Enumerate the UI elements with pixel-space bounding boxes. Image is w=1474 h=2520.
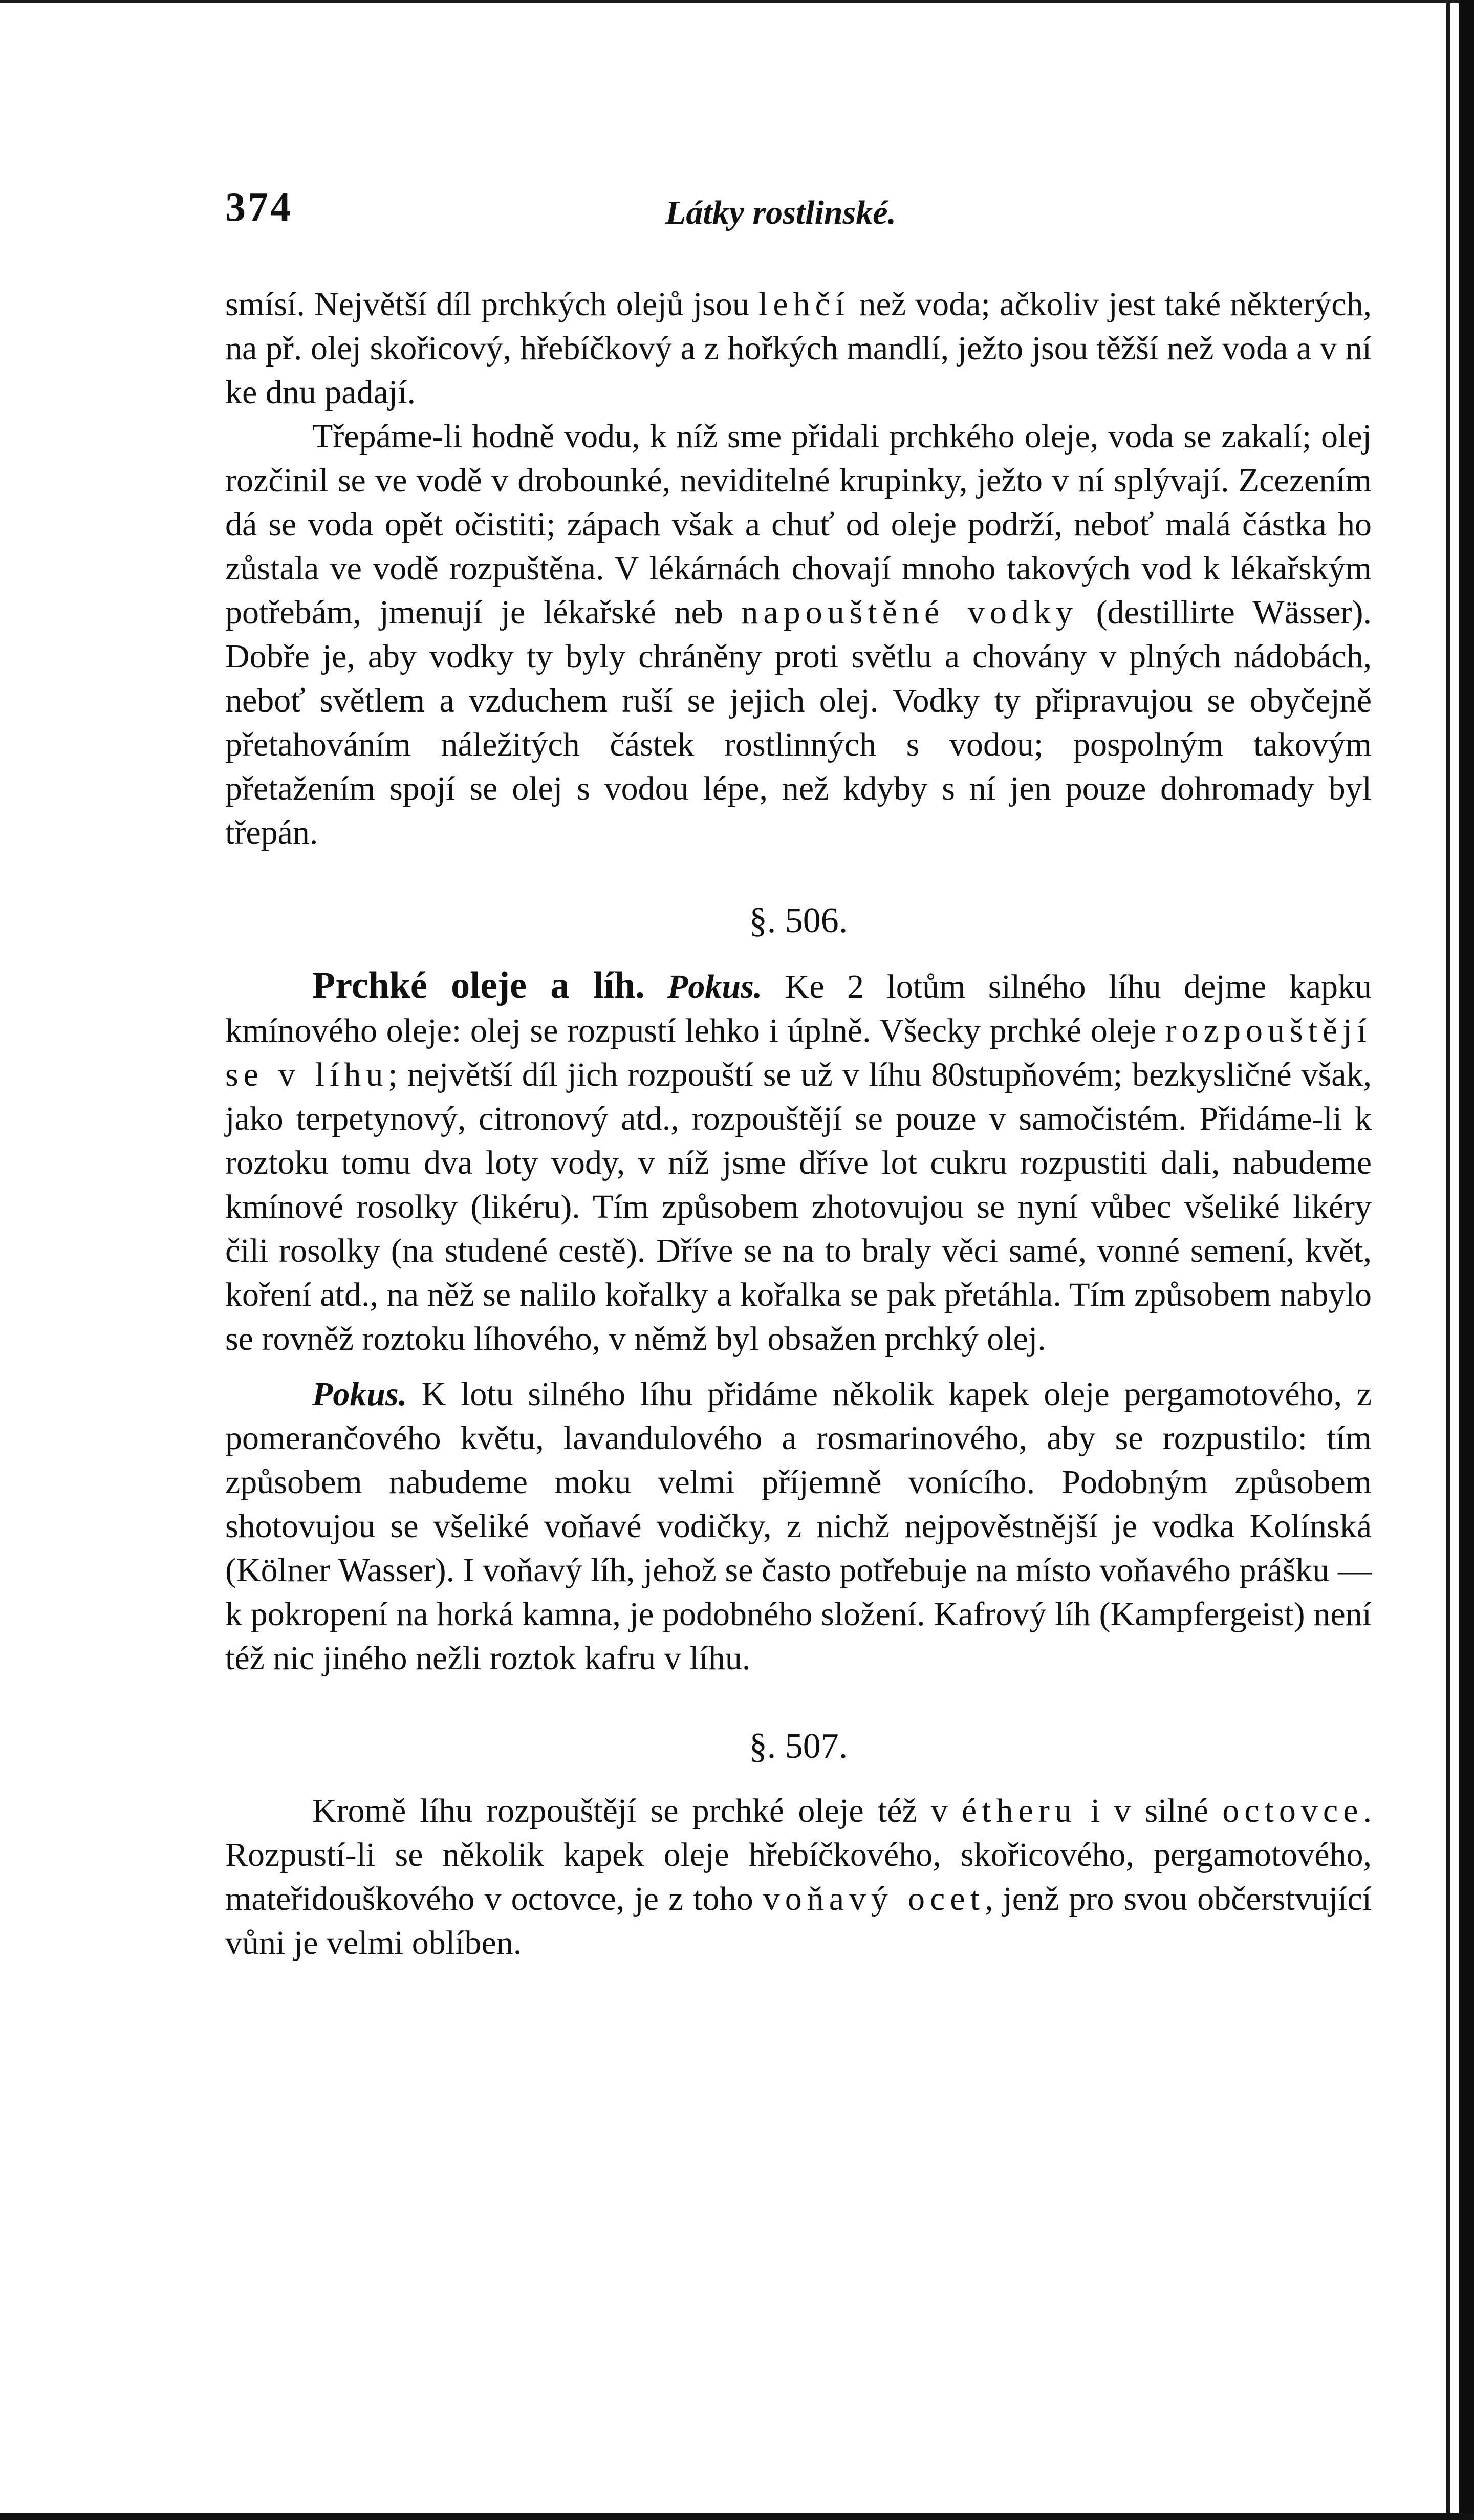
section-heading-506: §. 506. bbox=[749, 901, 848, 940]
text-run: (destillirte Wässer). Dobře je, aby vodky ty byly chráněny proti světlu a chovány v plných nádobách, neboť světlem a vzduchem ruší se jejich olej. Vodky ty připravujou se obyčejně přetahováním náležitých částek rostlinných s vodou; pospolným takovým přetažením spojí se olej s vodou lépe, než kdyby s ní jen pouze dohromady byl třepán. bbox=[225, 594, 1372, 851]
page-number: 374 bbox=[225, 185, 293, 230]
text-run: smísí. Největší díl prchkých olejů jsou bbox=[225, 286, 759, 323]
paragraph bbox=[225, 1372, 1372, 1681]
scan-bottom-edge bbox=[0, 2513, 1474, 2520]
spaced-emphasis: étheru bbox=[961, 1792, 1077, 1829]
paragraph bbox=[225, 415, 1372, 855]
text-run: ; největší díl jich rozpouští se už v líhu 80stupňovém; bezkysličné však, jako terpetynový, citronový atd., rozpouštějí se pouze v samočistém. Přidáme-li k roztoku tomu dva loty vody, v níž jsme dříve lot cukru rozpustiti dali, nabudeme kmínové rosolky (likéru). Tím způsobem zhotovujou se nyní vůbec všeliké likéry čili rosolky (na studené cestě). Dříve se na to braly věci samé, vonné semení, květ, koření atd., na něž se nalilo kořalky a kořalka se pak přetáhla. Tím způsobem nabylo se rovněž roztoku líhového, v němž byl obsažen prchký olej. bbox=[225, 1056, 1372, 1358]
experiment-label: Pokus. bbox=[667, 968, 763, 1005]
section-heading-507: §. 507. bbox=[749, 1727, 848, 1766]
spaced-emphasis: rozpouštějí se v líhu bbox=[225, 1012, 1372, 1093]
page-body bbox=[225, 283, 1372, 1965]
spacer bbox=[225, 1681, 1372, 1725]
text-run: Kromě líhu rozpouštějí se prchké oleje též v bbox=[312, 1792, 962, 1829]
book-page bbox=[225, 184, 1372, 1965]
text-run: Třepáme-li hodně vodu, k níž sme přidali prchkého oleje, voda se zakalí; olej rozčinil se ve vodě v drobounké, neviditelné krupinky, ježto v ní splývají. Zcezením dá se voda opět očistiti; zápach však a chuť od oleje podrží, neboť malá částka ho zůstala ve vodě rozpuštěna. V lékárnách chovají mnoho takových vod k lékařským potřebám, jmenují je lékařské neb bbox=[225, 418, 1372, 631]
text-run: , jenž pro svou občerstvující vůni je velmi oblíben. bbox=[225, 1880, 1372, 1962]
paragraph bbox=[225, 1789, 1372, 1965]
section-lead-title: Prchké oleje a líh. bbox=[312, 964, 645, 1006]
paragraph bbox=[225, 283, 1372, 415]
text-run: . Rozpustí-li se několik kapek oleje hřebíčkového, skořicového, pergamotového, mateřidouškového v octovce, je z toho bbox=[225, 1792, 1372, 1918]
spaced-emphasis: lehčí bbox=[758, 286, 850, 323]
spacer bbox=[225, 855, 1372, 899]
spacer bbox=[225, 1769, 1372, 1789]
text-run: K lotu silného líhu přidáme několik kapek oleje pergamotového, z pomerančového květu, lavandulového a rosmarinového, aby se rozpustilo: tím způsobem nabudeme moku velmi příjemně vonícího. Podobným způsobem shotovujou se všeliké voňavé vodičky, z nichž nejpověstnější je vodka Kolínská (Kölner Wasser). I voňavý líh, jehož se často potřebuje na místo voňavého prášku — k pokropení na horká kamna, je podobného složení. Kafrový líh (Kampfergeist) není též nic jiného nežli roztok kafru v líhu. bbox=[225, 1375, 1372, 1677]
text-run: než voda; ačkoliv jest také některých, na př. olej skořicový, hřebíčkový a z hořkých mandlí, ježto jsou těžší než voda a v ní ke dnu padají. bbox=[225, 286, 1372, 411]
experiment-label: Pokus. bbox=[312, 1375, 407, 1413]
spaced-emphasis: voňavý ocet bbox=[763, 1880, 985, 1918]
spacer bbox=[225, 943, 1372, 963]
paragraph bbox=[225, 963, 1372, 1361]
scan-top-edge bbox=[0, 0, 1474, 3]
spaced-emphasis: octovce bbox=[1222, 1792, 1363, 1829]
text-run: Ke 2 lotům silného líhu dejme kapku kmínového oleje: olej se rozpustí lehko i úplně. Všecky prchké oleje bbox=[225, 968, 1372, 1049]
scan-right-edge bbox=[1459, 0, 1474, 2520]
text-run: i v silné bbox=[1076, 1792, 1223, 1829]
spacer bbox=[225, 1361, 1372, 1372]
page-header bbox=[225, 184, 1372, 241]
running-title: Látky rostlinské. bbox=[665, 194, 897, 231]
spaced-emphasis: napouštěné vodky bbox=[741, 594, 1078, 631]
